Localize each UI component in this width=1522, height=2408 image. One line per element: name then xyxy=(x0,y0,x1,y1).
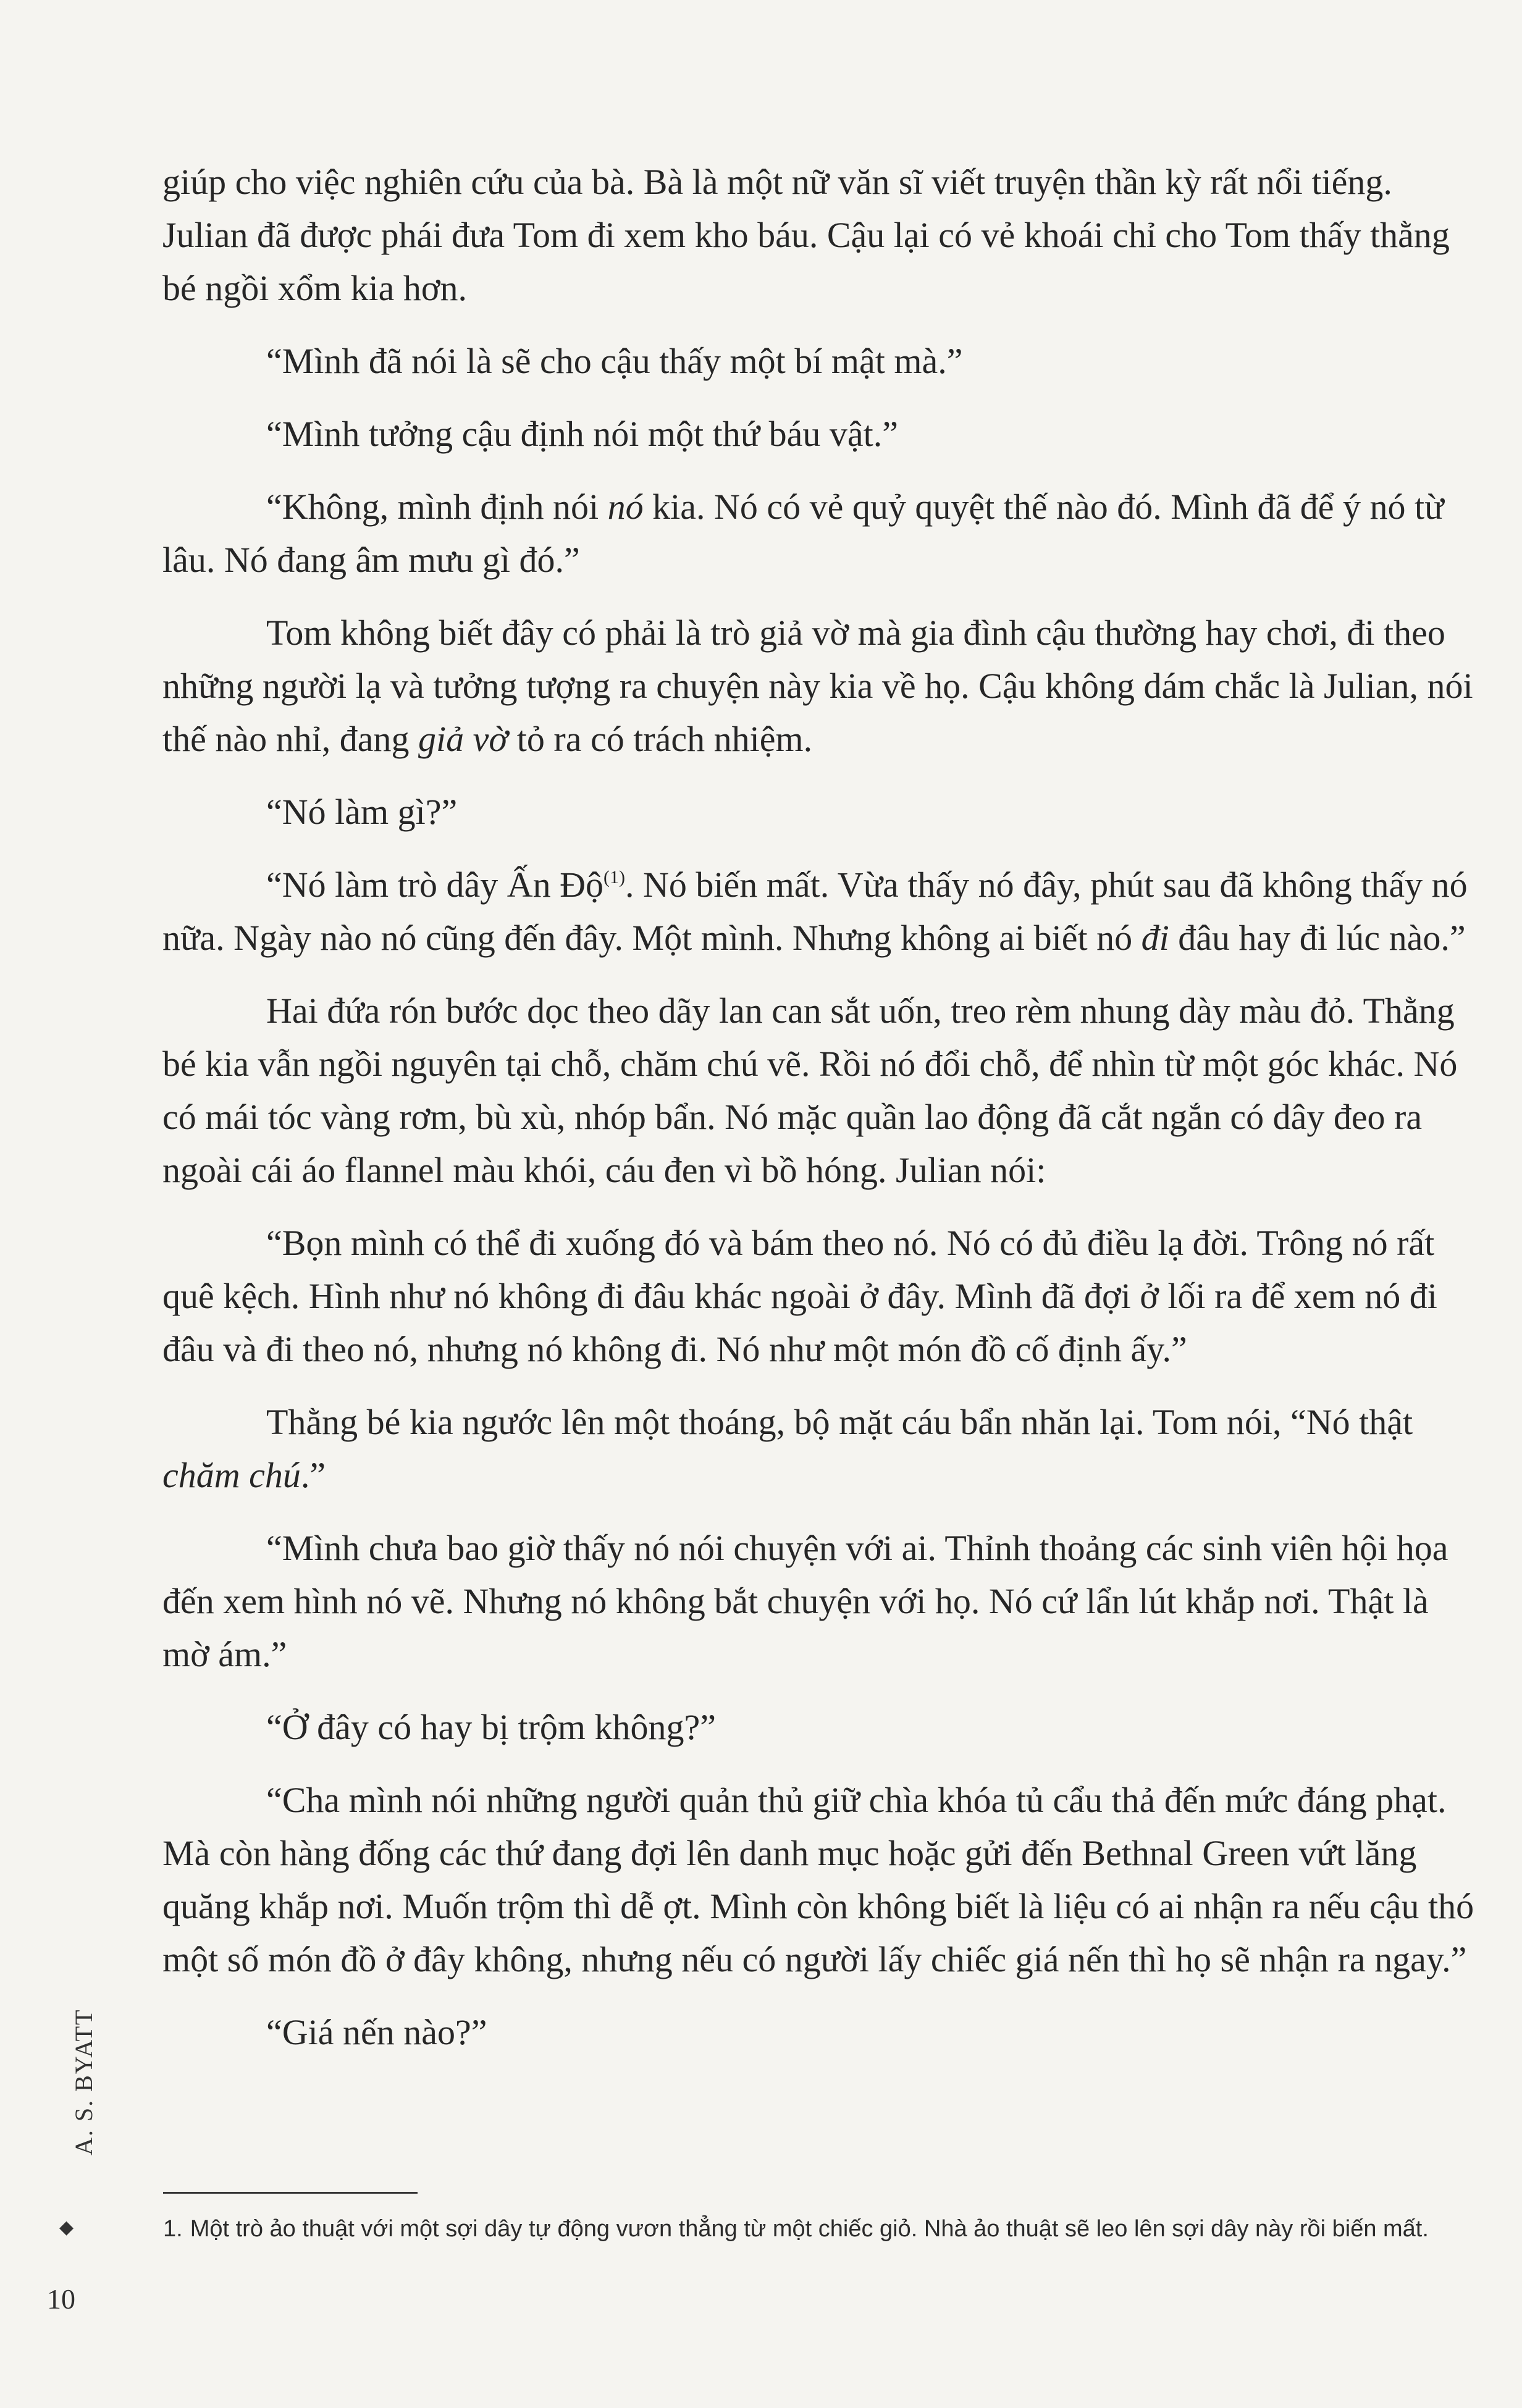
paragraph-10: Thằng bé kia ngước lên một thoáng, bộ mặt cáu bẩn nhăn lại. Tom nói, “Nó thật chăm chú.” xyxy=(162,1402,1413,1495)
main-text xyxy=(162,156,1478,2059)
emphasis-di: đi xyxy=(1141,918,1169,958)
footnote-text: Một trò ảo thuật với một sợi dây tự động vươn thẳng từ một chiếc giỏ. Nhà ảo thuật sẽ leo lên sợi dây này rồi biến mất. xyxy=(190,2216,1429,2242)
diamond-ornament-icon: ◆ xyxy=(59,2217,74,2238)
footnote xyxy=(163,2209,1466,2249)
paragraph-2: “Mình đã nói là sẽ cho cậu thấy một bí mật mà.” xyxy=(266,341,963,381)
paragraph-8: Hai đứa rón bước dọc theo dãy lan can sắt uốn, treo rèm nhung dày màu đỏ. Thằng bé kia vẫn ngồi nguyên tại chỗ, chăm chú vẽ. Rồi nó đổi chỗ, để nhìn từ một góc khác. Nó có mái tóc vàng rơm, bù xù, nhóp bẩn. Nó mặc quần lao động đã cắt ngắn có dây đeo ra ngoài cái áo flannel màu khói, cáu đen vì bồ hóng. Julian nói: xyxy=(162,991,1458,1190)
paragraph-4: “Không, mình định nói nó kia. Nó có vẻ quỷ quyệt thế nào đó. Mình đã để ý nó từ lâu. Nó đang âm mưu gì đó.” xyxy=(162,487,1444,580)
paragraph-12: “Ở đây có hay bị trộm không?” xyxy=(266,1707,717,1747)
page-number: 10 xyxy=(47,2283,75,2315)
footnote-marker: (1) xyxy=(603,867,626,887)
emphasis-gia-vo: giả vờ xyxy=(418,719,508,759)
footnote-number: 1. xyxy=(163,2216,183,2242)
paragraph-3: “Mình tưởng cậu định nói một thứ báu vật.” xyxy=(266,414,898,454)
paragraph-6: “Nó làm gì?” xyxy=(266,792,458,832)
paragraph-13: “Cha mình nói những người quản thủ giữ chìa khóa tủ cẩu thả đến mức đáng phạt. Mà còn hàng đống các thứ đang đợi lên danh mục hoặc gửi đến Bethnal Green vứt lăng quăng khắp nơi. Muốn trộm thì dễ ợt. Mình còn không biết là liệu có ai nhận ra nếu cậu thó một số món đồ ở đây không, nhưng nếu có người lấy chiếc giá nến thì họ sẽ nhận ra ngay.” xyxy=(162,1780,1474,1979)
paragraph-5: Tom không biết đây có phải là trò giả vờ mà gia đình cậu thường hay chơi, đi theo những người lạ và tưởng tượng ra chuyện này kia về họ. Cậu không dám chắc là Julian, nói thế nào nhỉ, đang giả vờ tỏ ra có trách nhiệm. xyxy=(162,613,1473,759)
paragraph-14: “Giá nến nào?” xyxy=(266,2012,487,2052)
footnote-divider xyxy=(163,2192,418,2194)
paragraph-7: “Nó làm trò dây Ấn Độ$^{(1)}$. Nó biến mất. Vừa thấy nó đây, phút sau đã không thấy nó nữa. Ngày nào nó cũng đến đây. Một mình. Nhưng không ai biết nó đi đâu hay đi lúc nào.” xyxy=(162,865,1468,958)
paragraph-9: “Bọn mình có thể đi xuống đó và bám theo nó. Nó có đủ điều lạ đời. Trông nó rất quê kệch. Hình như nó không đi đâu khác ngoài ở đây. Mình đã đợi ở lối ra để xem nó đi đâu và đi theo nó, nhưng nó không đi. Nó như một món đồ cố định ấy.” xyxy=(162,1223,1437,1369)
emphasis-cham-chu: chăm chú xyxy=(162,1455,301,1495)
paragraph-11: “Mình chưa bao giờ thấy nó nói chuyện với ai. Thỉnh thoảng các sinh viên hội họa đến xem hình nó vẽ. Nhưng nó không bắt chuyện với họ. Nó cứ lẩn lút khắp nơi. Thật là mờ ám.” xyxy=(162,1528,1448,1674)
running-head-author: A. S. BYATT xyxy=(70,2008,98,2155)
emphasis-no: nó xyxy=(607,487,644,527)
paragraph-1: giúp cho việc nghiên cứu của bà. Bà là một nữ văn sĩ viết truyện thần kỳ rất nổi tiếng. Julian đã được phái đưa Tom đi xem kho báu. Cậu lại có vẻ khoái chỉ cho Tom thấy thằng bé ngồi xổm kia hơn. xyxy=(162,162,1450,308)
